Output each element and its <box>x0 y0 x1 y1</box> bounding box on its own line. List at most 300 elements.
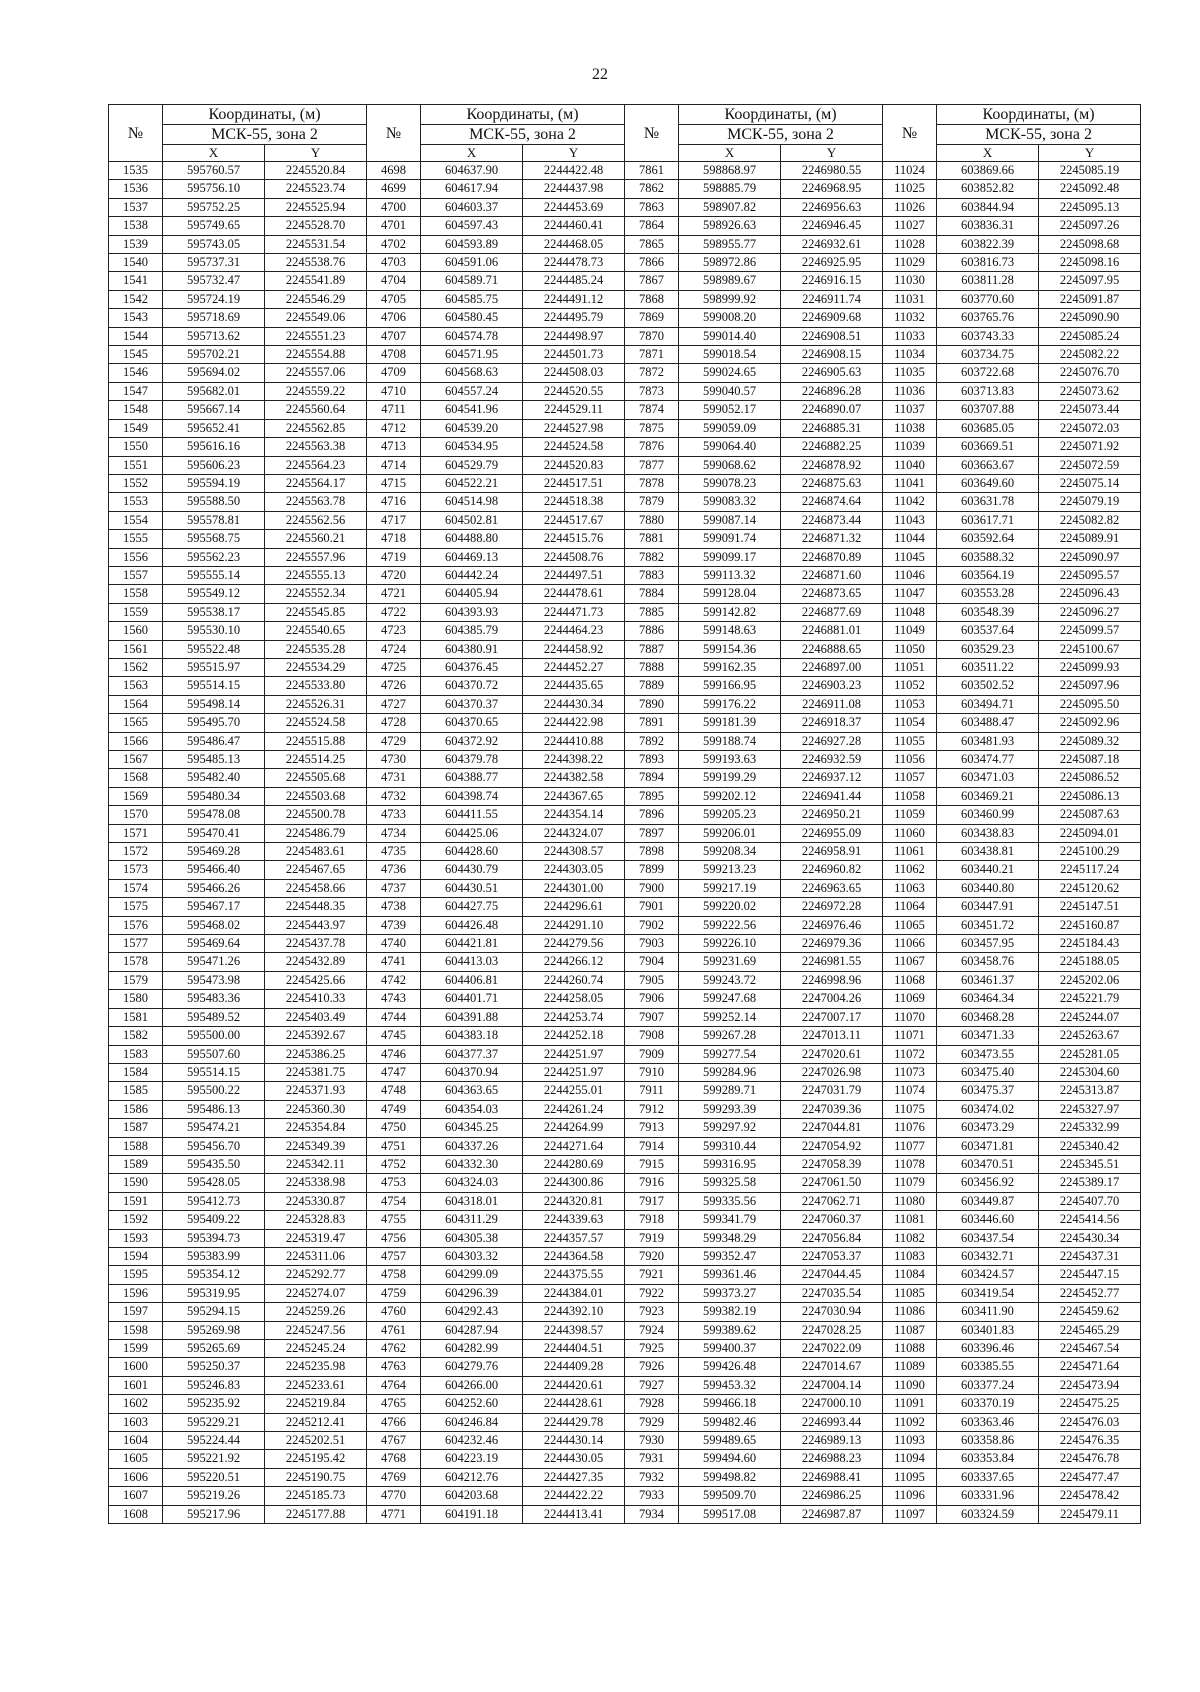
y-value-cell: 2245410.33 <box>265 990 367 1008</box>
y-value-cell: 2246870.89 <box>781 548 883 566</box>
x-value-cell: 599087.14 <box>679 511 781 529</box>
x-value-cell: 599188.74 <box>679 732 781 750</box>
point-number-cell: 4770 <box>367 1487 421 1505</box>
y-value-cell: 2244430.14 <box>523 1432 625 1450</box>
point-number-cell: 7863 <box>625 198 679 216</box>
table-row <box>109 493 1141 511</box>
table-row <box>109 1340 1141 1358</box>
y-value-cell: 2246874.64 <box>781 493 883 511</box>
x-value-cell: 599220.02 <box>679 898 781 916</box>
y-value-cell: 2244375.55 <box>523 1266 625 1284</box>
x-value-cell: 595718.69 <box>163 309 265 327</box>
point-number-cell: 11081 <box>883 1211 937 1229</box>
x-value-cell: 604252.60 <box>421 1395 523 1413</box>
x-value-cell: 599466.18 <box>679 1395 781 1413</box>
point-number-cell: 1563 <box>109 677 163 695</box>
y-value-cell: 2245311.06 <box>265 1247 367 1265</box>
x-value-cell: 595500.22 <box>163 1082 265 1100</box>
point-number-cell: 4710 <box>367 382 421 400</box>
x-value-cell: 604377.37 <box>421 1045 523 1063</box>
y-value-cell: 2246988.41 <box>781 1468 883 1486</box>
point-number-cell: 7862 <box>625 180 679 198</box>
x-value-cell: 595555.14 <box>163 566 265 584</box>
x-value-cell: 604354.03 <box>421 1100 523 1118</box>
x-value-cell: 599267.28 <box>679 1027 781 1045</box>
y-value-cell: 2245562.85 <box>265 419 367 437</box>
point-number-cell: 11069 <box>883 990 937 1008</box>
y-value-cell: 2246986.25 <box>781 1487 883 1505</box>
y-value-cell: 2245117.24 <box>1039 861 1141 879</box>
point-number-cell: 4703 <box>367 254 421 272</box>
point-number-cell: 1574 <box>109 879 163 897</box>
y-value-cell: 2245098.68 <box>1039 235 1141 253</box>
x-value-cell: 604299.09 <box>421 1266 523 1284</box>
table-row <box>109 1450 1141 1468</box>
point-number-cell: 7913 <box>625 1119 679 1137</box>
x-value-cell: 604469.13 <box>421 548 523 566</box>
y-value-cell: 2244279.56 <box>523 935 625 953</box>
x-value-cell: 595221.92 <box>163 1450 265 1468</box>
y-value-cell: 2245185.73 <box>265 1487 367 1505</box>
point-number-cell: 7921 <box>625 1266 679 1284</box>
y-value-cell: 2245473.94 <box>1039 1376 1141 1394</box>
y-value-cell: 2246871.32 <box>781 530 883 548</box>
x-value-cell: 595737.31 <box>163 254 265 272</box>
y-value-cell: 2247013.11 <box>781 1027 883 1045</box>
y-value-cell: 2244524.58 <box>523 438 625 456</box>
y-value-cell: 2245147.51 <box>1039 898 1141 916</box>
point-number-cell: 4713 <box>367 438 421 456</box>
point-number-cell: 1571 <box>109 824 163 842</box>
point-number-cell: 7889 <box>625 677 679 695</box>
point-number-cell: 11059 <box>883 806 937 824</box>
y-value-cell: 2245090.90 <box>1039 309 1141 327</box>
y-value-cell: 2246937.12 <box>781 769 883 787</box>
table-row <box>109 843 1141 861</box>
y-value-cell: 2244520.83 <box>523 456 625 474</box>
y-value-cell: 2244427.35 <box>523 1468 625 1486</box>
x-value-cell: 603370.19 <box>937 1395 1039 1413</box>
x-value-cell: 599293.39 <box>679 1100 781 1118</box>
y-value-cell: 2246981.55 <box>781 953 883 971</box>
y-value-cell: 2245465.29 <box>1039 1321 1141 1339</box>
table-row <box>109 511 1141 529</box>
x-value-cell: 604430.79 <box>421 861 523 879</box>
table-row <box>109 1137 1141 1155</box>
table-row <box>109 787 1141 805</box>
point-number-cell: 1577 <box>109 935 163 953</box>
y-value-cell: 2244280.69 <box>523 1155 625 1173</box>
x-value-cell: 595473.98 <box>163 971 265 989</box>
point-number-cell: 4766 <box>367 1413 421 1431</box>
point-number-cell: 7878 <box>625 474 679 492</box>
x-value-cell: 604421.81 <box>421 935 523 953</box>
point-number-cell: 11029 <box>883 254 937 272</box>
x-value-cell: 603588.32 <box>937 548 1039 566</box>
y-value-cell: 2245476.78 <box>1039 1450 1141 1468</box>
point-number-cell: 1552 <box>109 474 163 492</box>
x-value-cell: 604296.39 <box>421 1284 523 1302</box>
y-value-cell: 2245092.48 <box>1039 180 1141 198</box>
x-value-cell: 603331.96 <box>937 1487 1039 1505</box>
x-value-cell: 603458.76 <box>937 953 1039 971</box>
point-number-cell: 1599 <box>109 1340 163 1358</box>
point-number-cell: 4721 <box>367 585 421 603</box>
point-number-cell: 11060 <box>883 824 937 842</box>
point-number-cell: 4750 <box>367 1119 421 1137</box>
table-row <box>109 806 1141 824</box>
x-value-cell: 599199.29 <box>679 769 781 787</box>
table-row <box>109 438 1141 456</box>
y-value-cell: 2245086.13 <box>1039 787 1141 805</box>
point-number-cell: 7903 <box>625 935 679 953</box>
x-value-cell: 595269.98 <box>163 1321 265 1339</box>
y-value-cell: 2246987.87 <box>781 1505 883 1523</box>
x-value-cell: 603852.82 <box>937 180 1039 198</box>
x-value-cell: 604617.94 <box>421 180 523 198</box>
y-value-cell: 2244251.97 <box>523 1045 625 1063</box>
x-value-cell: 603469.21 <box>937 787 1039 805</box>
y-value-cell: 2244300.86 <box>523 1174 625 1192</box>
point-number-cell: 7926 <box>625 1358 679 1376</box>
x-value-cell: 603449.87 <box>937 1192 1039 1210</box>
point-number-cell: 1543 <box>109 309 163 327</box>
y-value-cell: 2245503.68 <box>265 787 367 805</box>
point-number-cell: 4728 <box>367 714 421 732</box>
y-value-cell: 2246988.23 <box>781 1450 883 1468</box>
y-value-cell: 2245202.51 <box>265 1432 367 1450</box>
x-value-cell: 603471.33 <box>937 1027 1039 1045</box>
x-column-header: X <box>937 145 1039 162</box>
x-value-cell: 599509.70 <box>679 1487 781 1505</box>
point-number-cell: 7899 <box>625 861 679 879</box>
point-number-cell: 7922 <box>625 1284 679 1302</box>
x-value-cell: 595498.14 <box>163 695 265 713</box>
x-value-cell: 595294.15 <box>163 1303 265 1321</box>
x-value-cell: 604318.01 <box>421 1192 523 1210</box>
y-value-cell: 2247062.71 <box>781 1192 883 1210</box>
point-number-cell: 11095 <box>883 1468 937 1486</box>
x-value-cell: 599068.62 <box>679 456 781 474</box>
y-value-cell: 2244498.97 <box>523 327 625 345</box>
x-value-cell: 603537.64 <box>937 622 1039 640</box>
x-value-cell: 595469.28 <box>163 843 265 861</box>
x-value-cell: 595606.23 <box>163 456 265 474</box>
point-number-cell: 11083 <box>883 1247 937 1265</box>
point-number-cell: 1601 <box>109 1376 163 1394</box>
x-value-cell: 595235.92 <box>163 1395 265 1413</box>
point-number-cell: 4714 <box>367 456 421 474</box>
table-row <box>109 622 1141 640</box>
x-value-cell: 603337.65 <box>937 1468 1039 1486</box>
x-value-cell: 603685.05 <box>937 419 1039 437</box>
point-number-cell: 1579 <box>109 971 163 989</box>
x-value-cell: 604541.96 <box>421 401 523 419</box>
point-number-cell: 4722 <box>367 603 421 621</box>
table-row <box>109 235 1141 253</box>
table-row <box>109 1229 1141 1247</box>
point-number-cell: 11037 <box>883 401 937 419</box>
x-value-cell: 595549.12 <box>163 585 265 603</box>
y-value-cell: 2245562.56 <box>265 511 367 529</box>
y-value-cell: 2244518.38 <box>523 493 625 511</box>
point-number-cell: 4748 <box>367 1082 421 1100</box>
point-number-cell: 11094 <box>883 1450 937 1468</box>
point-number-cell: 1542 <box>109 290 163 308</box>
point-number-cell: 11068 <box>883 971 937 989</box>
x-value-cell: 604411.55 <box>421 806 523 824</box>
y-value-cell: 2244271.64 <box>523 1137 625 1155</box>
table-row <box>109 1358 1141 1376</box>
y-value-cell: 2245447.15 <box>1039 1266 1141 1284</box>
y-value-cell: 2247004.14 <box>781 1376 883 1394</box>
point-number-cell: 1555 <box>109 530 163 548</box>
x-value-cell: 598999.92 <box>679 290 781 308</box>
y-value-cell: 2246875.63 <box>781 474 883 492</box>
x-value-cell: 603363.46 <box>937 1413 1039 1431</box>
point-number-cell: 4740 <box>367 935 421 953</box>
y-value-cell: 2245177.88 <box>265 1505 367 1523</box>
x-value-cell: 595562.23 <box>163 548 265 566</box>
point-number-cell: 1549 <box>109 419 163 437</box>
y-value-cell: 2245097.96 <box>1039 677 1141 695</box>
x-value-cell: 595568.75 <box>163 530 265 548</box>
y-value-cell: 2245554.88 <box>265 346 367 364</box>
x-value-cell: 599297.92 <box>679 1119 781 1137</box>
x-value-cell: 604428.60 <box>421 843 523 861</box>
point-number-cell: 11071 <box>883 1027 937 1045</box>
table-row <box>109 714 1141 732</box>
coord-group-header: Координаты, (м) <box>937 105 1141 125</box>
y-value-cell: 2246960.82 <box>781 861 883 879</box>
y-value-cell: 2245092.96 <box>1039 714 1141 732</box>
table-row <box>109 1413 1141 1431</box>
y-value-cell: 2244296.61 <box>523 898 625 916</box>
y-column-header: Y <box>1039 145 1141 162</box>
point-number-cell: 7906 <box>625 990 679 1008</box>
point-number-cell: 4751 <box>367 1137 421 1155</box>
x-value-cell: 599052.17 <box>679 401 781 419</box>
x-value-cell: 595749.65 <box>163 217 265 235</box>
point-number-cell: 1558 <box>109 585 163 603</box>
point-number-cell: 11072 <box>883 1045 937 1063</box>
x-value-cell: 604591.06 <box>421 254 523 272</box>
table-row <box>109 1303 1141 1321</box>
x-value-cell: 604539.20 <box>421 419 523 437</box>
y-value-cell: 2246946.45 <box>781 217 883 235</box>
point-number-cell: 11075 <box>883 1100 937 1118</box>
y-value-cell: 2246918.37 <box>781 714 883 732</box>
table-row <box>109 1100 1141 1118</box>
y-value-cell: 2244437.98 <box>523 180 625 198</box>
y-value-cell: 2245538.76 <box>265 254 367 272</box>
point-number-cell: 1568 <box>109 769 163 787</box>
point-number-cell: 4746 <box>367 1045 421 1063</box>
table-row <box>109 162 1141 180</box>
x-value-cell: 595478.08 <box>163 806 265 824</box>
x-value-cell: 604637.90 <box>421 162 523 180</box>
point-number-cell: 11041 <box>883 474 937 492</box>
x-value-cell: 604370.65 <box>421 714 523 732</box>
x-value-cell: 599113.32 <box>679 566 781 584</box>
x-value-cell: 599128.04 <box>679 585 781 603</box>
num-column-header: № <box>109 105 163 162</box>
point-number-cell: 1546 <box>109 364 163 382</box>
x-value-cell: 595743.05 <box>163 235 265 253</box>
point-number-cell: 11044 <box>883 530 937 548</box>
y-value-cell: 2245560.64 <box>265 401 367 419</box>
x-value-cell: 604442.24 <box>421 566 523 584</box>
y-value-cell: 2245095.13 <box>1039 198 1141 216</box>
x-value-cell: 599008.20 <box>679 309 781 327</box>
point-number-cell: 4707 <box>367 327 421 345</box>
point-number-cell: 11043 <box>883 511 937 529</box>
point-number-cell: 4769 <box>367 1468 421 1486</box>
y-value-cell: 2244258.05 <box>523 990 625 1008</box>
y-value-cell: 2247053.37 <box>781 1247 883 1265</box>
y-value-cell: 2245407.70 <box>1039 1192 1141 1210</box>
point-number-cell: 11061 <box>883 843 937 861</box>
point-number-cell: 4756 <box>367 1229 421 1247</box>
point-number-cell: 4701 <box>367 217 421 235</box>
y-value-cell: 2245425.66 <box>265 971 367 989</box>
point-number-cell: 1562 <box>109 658 163 676</box>
y-value-cell: 2245559.22 <box>265 382 367 400</box>
table-row <box>109 456 1141 474</box>
y-value-cell: 2245342.11 <box>265 1155 367 1173</box>
point-number-cell: 11042 <box>883 493 937 511</box>
table-row <box>109 990 1141 1008</box>
x-value-cell: 604324.03 <box>421 1174 523 1192</box>
y-value-cell: 2245403.49 <box>265 1008 367 1026</box>
table-row <box>109 1045 1141 1063</box>
x-value-cell: 599059.09 <box>679 419 781 437</box>
x-column-header: X <box>679 145 781 162</box>
y-value-cell: 2244429.78 <box>523 1413 625 1431</box>
table-row <box>109 1321 1141 1339</box>
point-number-cell: 1536 <box>109 180 163 198</box>
x-value-cell: 604393.93 <box>421 603 523 621</box>
point-number-cell: 1602 <box>109 1395 163 1413</box>
y-value-cell: 2245546.29 <box>265 290 367 308</box>
point-number-cell: 7904 <box>625 953 679 971</box>
table-row <box>109 658 1141 676</box>
point-number-cell: 1566 <box>109 732 163 750</box>
x-value-cell: 604246.84 <box>421 1413 523 1431</box>
point-number-cell: 7892 <box>625 732 679 750</box>
y-value-cell: 2246976.46 <box>781 916 883 934</box>
table-row <box>109 1119 1141 1137</box>
x-value-cell: 595760.57 <box>163 162 265 180</box>
x-value-cell: 595246.83 <box>163 1376 265 1394</box>
x-value-cell: 595471.26 <box>163 953 265 971</box>
y-value-cell: 2245549.06 <box>265 309 367 327</box>
x-value-cell: 598955.77 <box>679 235 781 253</box>
x-value-cell: 604425.06 <box>421 824 523 842</box>
x-value-cell: 603470.51 <box>937 1155 1039 1173</box>
x-value-cell: 604372.92 <box>421 732 523 750</box>
y-value-cell: 2244527.98 <box>523 419 625 437</box>
y-value-cell: 2244435.65 <box>523 677 625 695</box>
point-number-cell: 11087 <box>883 1321 937 1339</box>
point-number-cell: 1551 <box>109 456 163 474</box>
y-value-cell: 2247056.84 <box>781 1229 883 1247</box>
point-number-cell: 4744 <box>367 1008 421 1026</box>
point-number-cell: 1583 <box>109 1045 163 1063</box>
point-number-cell: 11062 <box>883 861 937 879</box>
x-value-cell: 595485.13 <box>163 751 265 769</box>
y-value-cell: 2245100.29 <box>1039 843 1141 861</box>
y-value-cell: 2246972.28 <box>781 898 883 916</box>
y-value-cell: 2244339.63 <box>523 1211 625 1229</box>
y-value-cell: 2244517.51 <box>523 474 625 492</box>
x-value-cell: 604406.81 <box>421 971 523 989</box>
x-value-cell: 599202.12 <box>679 787 781 805</box>
table-row <box>109 272 1141 290</box>
x-value-cell: 595466.26 <box>163 879 265 897</box>
y-value-cell: 2244453.69 <box>523 198 625 216</box>
point-number-cell: 11028 <box>883 235 937 253</box>
table-row <box>109 1211 1141 1229</box>
x-value-cell: 604223.19 <box>421 1450 523 1468</box>
x-value-cell: 603451.72 <box>937 916 1039 934</box>
point-number-cell: 11093 <box>883 1432 937 1450</box>
x-value-cell: 599091.74 <box>679 530 781 548</box>
x-value-cell: 603669.51 <box>937 438 1039 456</box>
x-value-cell: 599014.40 <box>679 327 781 345</box>
table-row <box>109 935 1141 953</box>
point-number-cell: 7872 <box>625 364 679 382</box>
y-value-cell: 2244398.22 <box>523 751 625 769</box>
point-number-cell: 1538 <box>109 217 163 235</box>
y-value-cell: 2244253.74 <box>523 1008 625 1026</box>
point-number-cell: 7871 <box>625 346 679 364</box>
point-number-cell: 11064 <box>883 898 937 916</box>
x-value-cell: 599341.79 <box>679 1211 781 1229</box>
x-value-cell: 595530.10 <box>163 622 265 640</box>
y-value-cell: 2244495.79 <box>523 309 625 327</box>
y-value-cell: 2246956.63 <box>781 198 883 216</box>
point-number-cell: 1578 <box>109 953 163 971</box>
point-number-cell: 1604 <box>109 1432 163 1450</box>
y-value-cell: 2245244.07 <box>1039 1008 1141 1026</box>
y-value-cell: 2245524.58 <box>265 714 367 732</box>
x-value-cell: 599310.44 <box>679 1137 781 1155</box>
coordinates-table-container <box>108 104 1134 1524</box>
table-row <box>109 971 1141 989</box>
y-value-cell: 2245259.26 <box>265 1303 367 1321</box>
y-value-cell: 2245557.06 <box>265 364 367 382</box>
coord-system-header: МСК-55, зона 2 <box>421 125 625 145</box>
x-value-cell: 604305.38 <box>421 1229 523 1247</box>
point-number-cell: 4723 <box>367 622 421 640</box>
y-value-cell: 2245505.68 <box>265 769 367 787</box>
y-value-cell: 2245552.34 <box>265 585 367 603</box>
y-value-cell: 2245079.19 <box>1039 493 1141 511</box>
point-number-cell: 1586 <box>109 1100 163 1118</box>
y-value-cell: 2245233.61 <box>265 1376 367 1394</box>
x-value-cell: 595682.01 <box>163 382 265 400</box>
point-number-cell: 4712 <box>367 419 421 437</box>
x-value-cell: 603564.19 <box>937 566 1039 584</box>
x-value-cell: 603396.46 <box>937 1340 1039 1358</box>
x-value-cell: 595588.50 <box>163 493 265 511</box>
x-value-cell: 599243.72 <box>679 971 781 989</box>
point-number-cell: 7898 <box>625 843 679 861</box>
y-value-cell: 2246950.21 <box>781 806 883 824</box>
y-value-cell: 2244422.22 <box>523 1487 625 1505</box>
point-number-cell: 4737 <box>367 879 421 897</box>
